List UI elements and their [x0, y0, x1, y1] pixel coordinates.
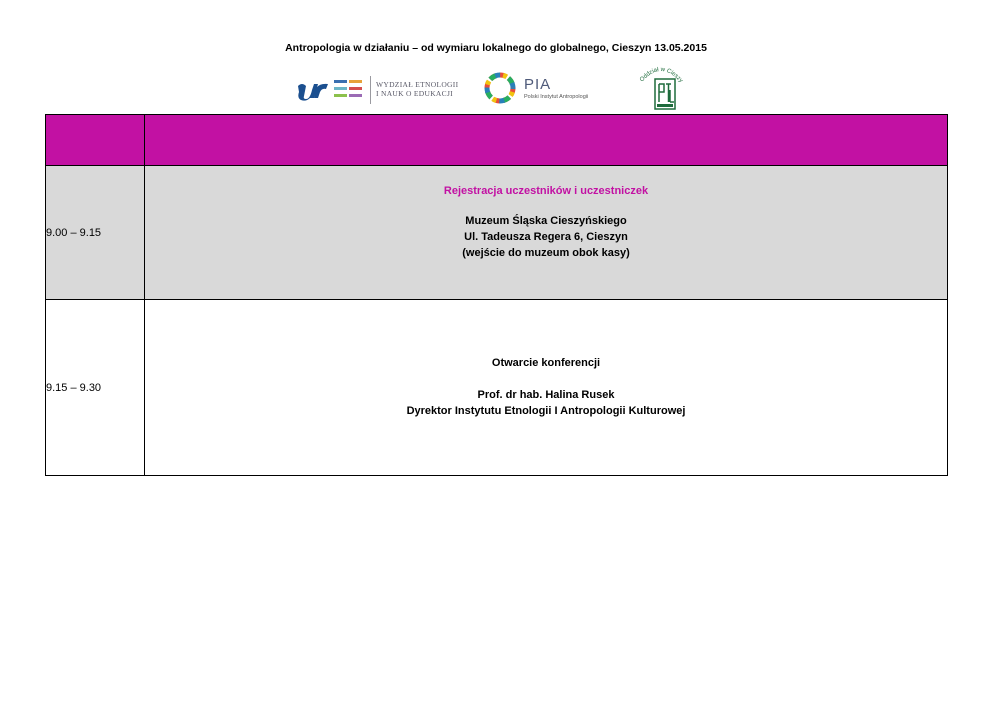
ee-logo-icon — [334, 77, 364, 103]
ptl-stamp-icon — [654, 78, 676, 110]
page-title: Antropologia w działaniu – od wymiaru lokalnego do globalnego, Cieszyn 13.05.2015 — [285, 42, 707, 54]
agenda-row — [46, 300, 948, 476]
ur-logo-icon — [296, 78, 330, 102]
session-title: Otwarcie konferencji — [491, 357, 601, 369]
time-cell: 9.15 – 9.30 — [46, 300, 145, 476]
session-line: Ul. Tadeusza Regera 6, Cieszyn — [464, 231, 628, 243]
ptl-stamp-caption-text: Oddział w Cieszy — [639, 66, 684, 84]
pia-logo-name: PIA — [524, 76, 552, 93]
header-desc-cell — [145, 115, 948, 166]
logo-divider — [370, 76, 371, 104]
header-time-cell — [46, 115, 145, 166]
agenda-table — [45, 114, 948, 476]
session-line: Prof. dr hab. Halina Rusek — [477, 389, 615, 401]
wydzial-line-2: I NAUK O EDUKACJI — [376, 89, 453, 98]
logo-strip — [296, 62, 696, 112]
wydzial-line-1: WYDZIAŁ ETNOLOGII — [376, 80, 459, 89]
session-line: Muzeum Śląska Cieszyńskiego — [465, 215, 627, 227]
time-cell: 9.00 – 9.15 — [46, 166, 145, 300]
pia-logo-subtitle: Polski Instytut Antropologii — [524, 94, 589, 100]
agenda-row — [46, 166, 948, 300]
desc-cell — [145, 166, 948, 300]
desc-cell — [145, 300, 948, 476]
agenda-header-row — [46, 115, 948, 166]
session-line: Dyrektor Instytutu Etnologii I Antropologii Kulturowej — [406, 405, 686, 417]
session-line: (wejście do muzeum obok kasy) — [462, 247, 630, 259]
pia-logo-icon — [482, 70, 518, 106]
wydzial-logo-text — [376, 80, 458, 98]
session-title: Rejestracja uczestników i uczestniczek — [443, 185, 649, 197]
